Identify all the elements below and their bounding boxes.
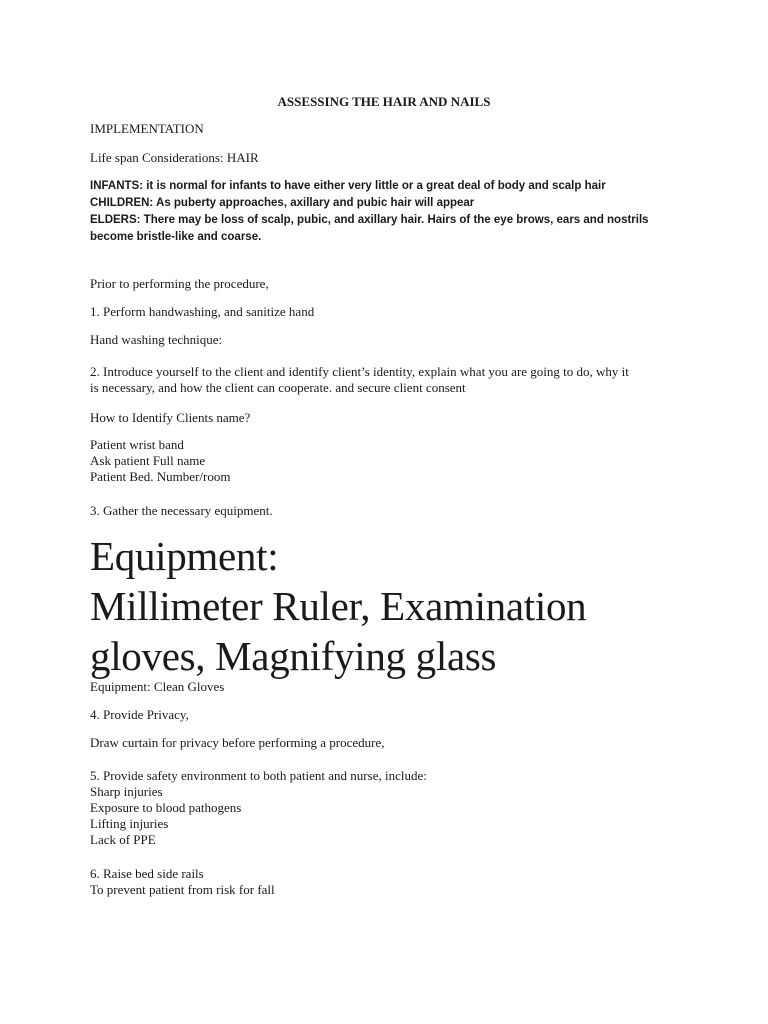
step-3: 3. Gather the necessary equipment.	[90, 503, 273, 518]
handwashing-heading: Hand washing technique:	[90, 332, 223, 347]
section-heading: IMPLEMENTATION	[90, 121, 204, 136]
list-item: Lack of PPE	[90, 832, 156, 847]
lifespan-heading: Life span Considerations: HAIR	[90, 150, 259, 165]
step-5	[90, 768, 680, 848]
prior-text: Prior to performing the procedure,	[90, 276, 269, 291]
equipment-heading-large	[90, 531, 586, 681]
list-item: Patient wrist band	[90, 437, 184, 452]
list-item: Ask patient Full name	[90, 453, 206, 468]
list-item: Lifting injuries	[90, 816, 169, 831]
step-2-line2: is necessary, and how the client can cooperate. and secure client consent	[90, 380, 466, 395]
list-item: Patient Bed. Number/room	[90, 469, 231, 484]
privacy-note: Draw curtain for privacy before performing a procedure,	[90, 735, 385, 750]
page-title: ASSESSING THE HAIR AND NAILS	[277, 94, 491, 109]
children-note: CHILDREN: As puberty approaches, axillary and pubic hair will appear	[90, 197, 475, 209]
infants-note: INFANTS: it is normal for infants to have either very little or a great deal of body and scalp hair	[90, 180, 606, 192]
step-2	[90, 364, 680, 396]
step-5-heading: 5. Provide safety environment to both patient and nurse, include:	[90, 768, 427, 783]
elders-note-line1: ELDERS: There may be loss of scalp, pubic, and axillary hair. Hairs of the eye brows, ears and nostrils	[90, 214, 649, 226]
step-4: 4. Provide Privacy,	[90, 707, 189, 722]
step-2-line1: 2. Introduce yourself to the client and identify client’s identity, explain what you are going to do, why it	[90, 364, 629, 379]
lifespan-notes	[90, 178, 680, 246]
equipment-big-line: Equipment:	[90, 533, 279, 579]
equipment-big-line: Millimeter Ruler, Examination	[90, 583, 587, 629]
elders-note-line2: become bristle-like and coarse.	[90, 231, 262, 243]
step-6	[90, 866, 680, 898]
list-item: Sharp injuries	[90, 784, 163, 799]
step-6-note: To prevent patient from risk for fall	[90, 882, 275, 897]
identify-list	[90, 437, 680, 485]
step-1: 1. Perform handwashing, and sanitize hand	[90, 304, 315, 319]
equipment-clean-gloves: Equipment: Clean Gloves	[90, 679, 225, 694]
list-item: Exposure to blood pathogens	[90, 800, 242, 815]
equipment-big-line: gloves, Magnifying glass	[90, 633, 497, 679]
identify-heading: How to Identify Clients name?	[90, 410, 251, 425]
step-6-heading: 6. Raise bed side rails	[90, 866, 204, 881]
